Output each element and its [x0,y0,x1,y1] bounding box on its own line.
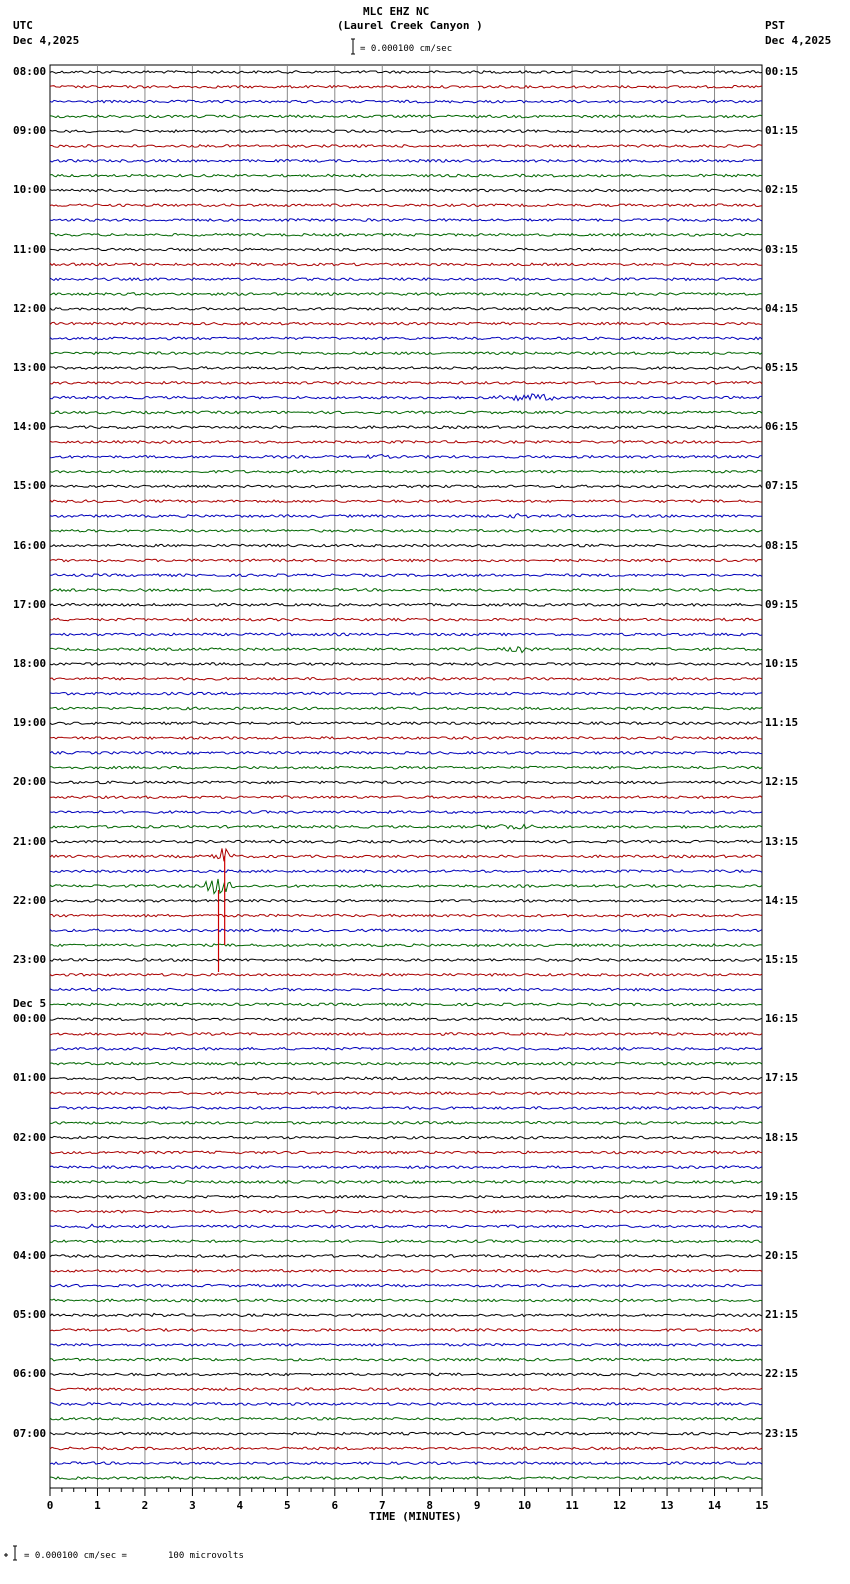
right-time-label: 15:15 [765,953,799,966]
trace-line [50,160,762,163]
left-time-label: 11:00 [13,242,47,256]
trace-line [50,870,762,873]
trace-line [50,1151,762,1154]
trace-line [50,394,762,401]
station-site: (Laurel Creek Canyon ) [337,19,483,32]
trace-line [50,100,762,103]
trace-line [50,514,762,518]
trace-line [50,485,762,488]
trace-line [50,1003,762,1006]
left-time-label: 15:00 [13,479,47,493]
trace-line [50,825,762,829]
x-tick-label: 11 [565,1499,579,1512]
trace-line [50,811,762,814]
trace-line [50,352,762,355]
trace-line [50,1432,762,1435]
right-time-label: 12:15 [765,775,799,789]
trace-line [50,722,762,725]
trace-line [50,692,762,695]
left-time-label: 00:00 [13,1012,47,1026]
trace-line [50,1033,762,1036]
trace-line [50,248,762,251]
right-time-label: 20:15 [765,1249,799,1262]
left-time-label: 20:00 [13,775,47,789]
right-time-label: 02:15 [765,183,799,197]
trace-line [50,1270,762,1273]
left-time-label: 02:00 [13,1130,47,1144]
right-time-label: 04:15 [765,301,799,315]
trace-line [50,1299,762,1302]
left-time-label: 04:00 [13,1249,47,1262]
left-timezone: UTC [13,19,33,32]
trace-line [50,559,762,562]
trace-line [50,1344,762,1347]
right-time-label: 09:15 [765,597,799,611]
trace-line [50,1477,762,1480]
x-tick-label: 15 [755,1499,769,1512]
left-time-label: 21:00 [13,834,47,848]
trace-line [50,848,762,861]
trace-line [50,71,762,74]
left-time-label: 12:00 [13,301,47,315]
trace-line [50,752,762,755]
x-tick-label: 14 [707,1499,722,1512]
trace-line [50,1388,762,1391]
right-time-label: 01:15 [765,124,799,138]
left-time-label: 18:00 [13,657,47,670]
trace-line [50,204,762,207]
trace-line [50,1166,762,1169]
trace-line [50,1181,762,1184]
trace-line [50,663,762,666]
x-tick-label: 6 [331,1499,339,1512]
right-time-label: 06:15 [765,420,799,434]
trace-line [50,1462,762,1465]
right-time-label: 03:15 [765,242,799,256]
trace-line [50,1255,762,1258]
trace-line [50,263,762,266]
trace-line [50,86,762,89]
trace-line [50,278,762,281]
trace-line [50,900,762,903]
left-time-label: 10:00 [13,183,47,197]
trace-line [50,1107,762,1110]
trace-line [50,174,762,177]
scale-text: = 0.000100 cm/sec [360,44,453,54]
x-tick-label: 12 [612,1499,627,1512]
right-time-label: 16:15 [765,1012,799,1026]
trace-line [50,929,762,932]
trace-line [50,647,762,653]
trace-line [50,1329,762,1332]
trace-line [50,1418,762,1421]
left-time-label: 16:00 [13,538,47,552]
trace-line [50,1122,762,1125]
left-time-label: 23:00 [13,953,47,966]
trace-line [50,1062,762,1065]
left-time-label: 03:00 [13,1189,47,1203]
x-tick-label: 4 [236,1499,244,1512]
station-title: MLC EHZ NC [363,5,430,18]
left-time-label: 07:00 [13,1426,47,1440]
footer-scale-bar-icon [13,1546,17,1560]
trace-line [50,604,762,607]
left-time-label: 05:00 [13,1308,47,1322]
trace-line [50,455,762,459]
x-tick-label: 3 [189,1499,196,1512]
trace-line [50,544,762,547]
trace-line [50,944,762,947]
x-tick-label: 7 [378,1499,386,1512]
x-tick-label: 8 [426,1499,434,1512]
trace-line [50,914,762,917]
trace-line [50,1210,762,1213]
right-time-label: 23:15 [765,1426,799,1440]
trace-line [50,1092,762,1095]
scale-bar-icon [351,39,355,54]
trace-line [50,337,762,340]
trace-line [50,737,762,740]
trace-line [50,840,762,843]
footer-marker-icon [4,1553,8,1557]
left-time-label: 13:00 [13,361,47,374]
x-tick-label: 0 [46,1499,54,1512]
trace-line [50,1196,762,1199]
trace-line [50,441,762,444]
right-timezone: PST [765,19,785,32]
trace-line [50,618,762,621]
trace-line [50,1284,762,1287]
trace-line [50,678,762,681]
trace-line [50,1224,762,1228]
trace-line [50,293,762,296]
trace-line [50,589,762,592]
right-time-label: 22:15 [765,1367,799,1381]
right-time-label: 08:15 [765,538,799,552]
trace-line [50,1447,762,1450]
trace-line [50,411,762,414]
trace-line [50,879,762,894]
left-time-label: 19:00 [13,716,47,730]
left-time-label: 17:00 [13,597,47,611]
right-time-label: 18:15 [765,1130,799,1144]
trace-line [50,781,762,784]
trace-line [50,382,762,385]
trace-line [50,1240,762,1243]
x-tick-label: 10 [518,1499,532,1512]
left-time-label: 22:00 [13,893,47,907]
footer-scale-text: = 0.000100 cm/sec = [24,1551,127,1561]
trace-line [50,1048,762,1051]
trace-line [50,530,762,533]
trace-line [50,322,762,325]
x-tick-label: 9 [473,1499,481,1512]
footer-microvolts: 100 microvolts [168,1551,244,1561]
x-axis-label: TIME (MINUTES) [369,1510,462,1523]
right-time-label: 21:15 [765,1308,799,1322]
left-time-label: 01:00 [13,1071,47,1085]
trace-line [50,988,762,991]
trace-line [50,500,762,503]
trace-line [50,470,762,473]
trace-line [50,1018,762,1021]
day-change-label: Dec 5 [13,997,47,1011]
right-time-label: 13:15 [765,834,799,848]
trace-line [50,1373,762,1376]
trace-line [50,959,762,962]
trace-line [50,707,762,710]
right-time-label: 10:15 [765,657,799,670]
left-time-label: 14:00 [13,420,47,434]
trace-line [50,308,762,311]
left-date: Dec 4,2025 [13,34,80,47]
x-tick-label: 2 [141,1499,149,1512]
right-date: Dec 4,2025 [765,34,832,47]
right-time-label: 19:15 [765,1189,799,1203]
trace-line [50,974,762,977]
trace-line [50,145,762,148]
right-time-label: 11:15 [765,716,799,730]
right-time-label: 05:15 [765,361,799,374]
trace-line [50,796,762,799]
x-tick-label: 5 [284,1499,291,1512]
left-time-label: 09:00 [13,124,47,138]
x-tick-label: 13 [660,1499,674,1512]
right-time-label: 17:15 [765,1071,799,1085]
trace-line [50,574,762,577]
right-time-label: 00:15 [765,65,799,78]
trace-line [50,633,762,636]
trace-line [50,1136,762,1139]
trace-line [50,1077,762,1080]
right-time-label: 07:15 [765,479,799,493]
x-tick-label: 1 [94,1499,101,1512]
trace-line [50,426,762,429]
trace-line [50,115,762,118]
left-time-label: 08:00 [13,65,47,78]
trace-line [50,219,762,222]
left-time-label: 06:00 [13,1367,47,1381]
trace-line [50,189,762,192]
trace-line [50,130,762,133]
trace-line [50,1403,762,1406]
right-time-label: 14:15 [765,893,799,907]
trace-line [50,1313,762,1316]
trace-line [50,766,762,769]
trace-line [50,1358,762,1361]
trace-line [50,234,762,237]
trace-line [50,367,762,370]
